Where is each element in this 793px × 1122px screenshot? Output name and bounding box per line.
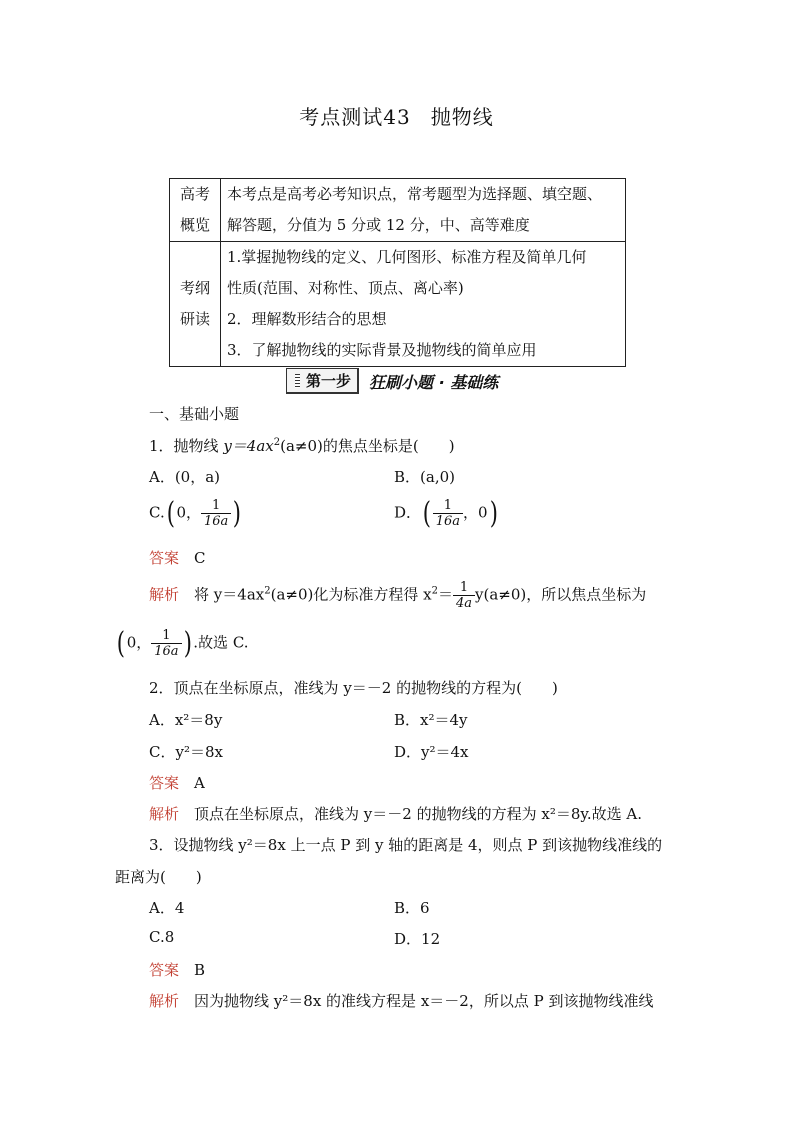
- numerator: 1: [453, 580, 475, 596]
- text: .故选 C.: [193, 633, 249, 652]
- stripe-icon: [295, 374, 300, 388]
- q2-option-b: B．x²＝4y: [394, 711, 468, 729]
- q1-option-c: C.( 0， $\frac{1}{16a}$ ): [149, 495, 242, 531]
- q2-analysis: [149, 803, 642, 824]
- body-line: 本考点是高考必考知识点，常考题型为选择题、填空题、: [227, 185, 603, 203]
- answer-label: 答案: [149, 549, 180, 567]
- q2-option-c: C．y²＝8x: [149, 743, 223, 761]
- answer-value: A: [194, 774, 205, 792]
- syllabus-body: [221, 242, 626, 367]
- step-banner: [286, 369, 498, 393]
- exponent: 2: [431, 585, 438, 597]
- option-label: C.: [149, 503, 165, 522]
- text: 的焦点坐标是( ): [322, 437, 455, 455]
- q1-answer: [149, 547, 206, 568]
- q1-analysis-cont: ( 0， $\frac{1}{16a}$ ) .故选 C.: [116, 625, 249, 661]
- q2-option-d: D．y²＝4x: [394, 743, 469, 761]
- numerator: 1: [433, 498, 463, 514]
- q3-option-a: A．4: [149, 899, 185, 917]
- text: 将 y＝4ax: [194, 585, 265, 604]
- q2-option-a: A．x²＝8y: [149, 711, 223, 729]
- analysis-text: 因为抛物线 y²＝8x 的准线方程是 x＝－2，所以点 P 到该抛物线准线: [194, 992, 654, 1010]
- answer-label: 答案: [149, 961, 180, 979]
- numerator: 1: [201, 498, 231, 514]
- fraction: [151, 628, 181, 659]
- exponent: 2: [264, 585, 271, 597]
- head-line: 概览: [179, 216, 210, 234]
- analysis-label: 解析: [149, 585, 180, 604]
- head-line: 考纲: [179, 279, 210, 297]
- overview-body: [221, 179, 626, 242]
- denominator: 16a: [203, 514, 229, 529]
- text: y(a≠0)，所以焦点坐标为: [475, 585, 647, 604]
- fraction: [433, 498, 463, 529]
- equation: y＝4ax: [223, 437, 274, 455]
- body-line: 性质(范围、对称性、顶点、离心率): [227, 279, 464, 297]
- answer-value: C: [194, 549, 206, 567]
- q3-stem: 3．设抛物线 y²＝8x 上一点 P 到 y 轴的距离是 4，则点 P 到该抛物线准线的: [149, 836, 663, 854]
- option-label: D．: [394, 503, 422, 522]
- bracket-right: ): [183, 625, 192, 661]
- numerator: 1: [151, 628, 181, 644]
- step-box: [286, 368, 359, 394]
- q3-stem-cont: 距离为( ): [115, 868, 202, 886]
- q1-stem: [149, 435, 455, 456]
- bracket-right: ): [489, 495, 498, 531]
- q2-answer: [149, 772, 205, 793]
- overview-head: [170, 179, 221, 242]
- q3-option-b: B．6: [394, 899, 430, 917]
- body-line: 解答题，分值为 5 分或 12 分，中、高等难度: [227, 216, 530, 234]
- analysis-label: 解析: [149, 805, 180, 823]
- q3-answer: [149, 959, 205, 980]
- overview-row: [170, 179, 626, 242]
- bracket-left: (: [166, 495, 175, 531]
- body-line: 2．理解数形结合的思想: [227, 310, 387, 328]
- q2-stem: 2．顶点在坐标原点，准线为 y＝－2 的抛物线的方程为( ): [149, 679, 558, 697]
- fraction: [453, 580, 475, 611]
- head-line: 研读: [179, 310, 210, 328]
- text: (a≠0)化为标准方程得 x: [270, 585, 432, 604]
- bracket-left: (: [422, 495, 431, 531]
- bracket-right: ): [233, 495, 242, 531]
- analysis-label: 解析: [149, 992, 180, 1010]
- step-title: 狂刷小题 · 基础练: [369, 372, 499, 392]
- syllabus-row: [170, 242, 626, 367]
- title-number: 43: [383, 105, 411, 129]
- page-title: [0, 101, 793, 130]
- q3-option-c: C.8: [149, 928, 175, 946]
- fraction: [201, 498, 231, 529]
- text: ＝: [437, 585, 453, 604]
- body-line: 1.掌握抛物线的定义、几何图形、标准方程及简单几何: [227, 248, 587, 266]
- denominator: 16a: [435, 514, 461, 529]
- answer-value: B: [194, 961, 206, 979]
- q3-option-d: D．12: [394, 930, 441, 948]
- body-line: 3．了解抛物线的实际背景及抛物线的简单应用: [227, 341, 537, 359]
- step-label: 第一步: [306, 372, 352, 390]
- title-topic: 抛物线: [430, 105, 494, 129]
- syllabus-head: [170, 242, 221, 367]
- condition: (a≠0): [280, 437, 323, 455]
- q3-analysis: [149, 990, 653, 1011]
- denominator: 4a: [456, 596, 473, 611]
- head-line: 高考: [179, 185, 210, 203]
- q1-option-b: B．(a,0): [394, 468, 455, 486]
- exponent: 2: [273, 437, 281, 448]
- section-heading: 一、基础小题: [149, 405, 240, 423]
- q1-option-d: D．( $\frac{1}{16a}$ ，0): [394, 495, 498, 531]
- title-prefix: 考点测试: [299, 105, 384, 129]
- text: 1．抛物线: [149, 437, 224, 455]
- denominator: 16a: [154, 644, 179, 659]
- q1-analysis: [149, 580, 646, 611]
- analysis-text: 顶点在坐标原点，准线为 y＝－2 的抛物线的方程为 x²＝8y.故选 A.: [194, 805, 642, 823]
- answer-label: 答案: [149, 774, 180, 792]
- overview-table: [169, 178, 626, 367]
- q1-option-a: A．(0，a): [149, 468, 221, 486]
- bracket-left: (: [116, 625, 125, 661]
